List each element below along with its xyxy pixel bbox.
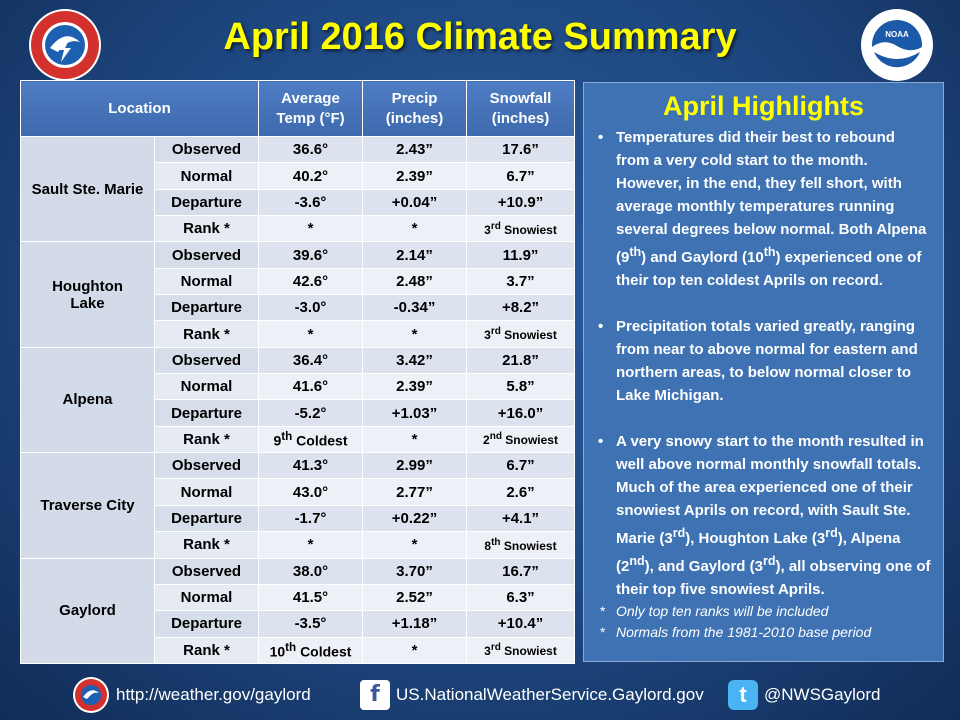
location-name: Sault Ste. Marie — [21, 137, 155, 242]
snowfall-value: 8th Snowiest — [467, 532, 575, 558]
precip-value: * — [363, 321, 467, 347]
row-label: Departure — [155, 611, 259, 637]
header-snowfall: Snowfall (inches) — [467, 81, 575, 137]
row-label: Rank * — [155, 216, 259, 242]
page-title: April 2016 Climate Summary — [223, 16, 737, 58]
precip-value: 2.39” — [363, 163, 467, 189]
precip-value: +1.03” — [363, 400, 467, 426]
temp-value: 40.2° — [259, 163, 363, 189]
precip-value: * — [363, 216, 467, 242]
twitter-icon: t — [728, 680, 758, 710]
precip-value: * — [363, 426, 467, 452]
snowfall-value: 16.7” — [467, 558, 575, 584]
facebook-icon: f — [360, 680, 390, 710]
temp-value: 43.0° — [259, 479, 363, 505]
row-label: Observed — [155, 558, 259, 584]
precip-value: 2.99” — [363, 453, 467, 479]
table-row — [21, 558, 575, 584]
location-name: Gaylord — [21, 558, 155, 664]
temp-value: -3.6° — [259, 189, 363, 215]
note-ranks: * Only top ten ranks will be included — [600, 603, 829, 619]
noaa-logo-text: NOAA — [885, 30, 909, 39]
snowfall-value: 21.8” — [467, 347, 575, 373]
precip-value: * — [363, 637, 467, 663]
temp-value: -1.7° — [259, 505, 363, 531]
snowfall-value: 11.9” — [467, 242, 575, 268]
website-link[interactable]: http://weather.gov/gaylord — [116, 685, 311, 704]
snowfall-value: +16.0” — [467, 400, 575, 426]
temp-value: 41.3° — [259, 453, 363, 479]
location-name: Alpena — [21, 347, 155, 452]
precip-value: * — [363, 532, 467, 558]
snowfall-value: +8.2” — [467, 295, 575, 321]
precip-value: 2.48” — [363, 268, 467, 294]
temp-value: 10th Coldest — [259, 637, 363, 663]
temp-value: 9th Coldest — [259, 426, 363, 452]
table-row — [21, 453, 575, 479]
temp-value: -3.0° — [259, 295, 363, 321]
table-row — [21, 242, 575, 268]
row-label: Normal — [155, 163, 259, 189]
snowfall-value: +10.4” — [467, 611, 575, 637]
precip-value: 2.52” — [363, 584, 467, 610]
snowfall-value: 5.8” — [467, 374, 575, 400]
row-label: Observed — [155, 347, 259, 373]
temp-value: * — [259, 216, 363, 242]
header-temp: Average Temp (°F) — [259, 81, 363, 137]
temp-value: 41.6° — [259, 374, 363, 400]
snowfall-value: 3rd Snowiest — [467, 216, 575, 242]
row-label: Normal — [155, 374, 259, 400]
snowfall-value: 17.6” — [467, 137, 575, 163]
row-label: Rank * — [155, 532, 259, 558]
temp-value: * — [259, 321, 363, 347]
snowfall-value: 2nd Snowiest — [467, 426, 575, 452]
precip-value: -0.34” — [363, 295, 467, 321]
snowfall-value: 6.7” — [467, 163, 575, 189]
temp-value: 38.0° — [259, 558, 363, 584]
note-normals: * Normals from the 1981-2010 base period — [600, 624, 872, 640]
table-row — [21, 347, 575, 373]
snowfall-value: 3.7” — [467, 268, 575, 294]
row-label: Observed — [155, 137, 259, 163]
precip-value: 3.70” — [363, 558, 467, 584]
highlight-temperature: • Temperatures did their best to rebound from a very cold start to the month. However, in the end, they fell short, with average monthly temperatures running several degrees below normal. Both Alpena (9th) and Gaylord (10th) experienced one of their top ten coldest Aprils on record. — [598, 129, 927, 289]
row-label: Normal — [155, 584, 259, 610]
footer-facebook[interactable] — [360, 678, 704, 712]
row-label: Rank * — [155, 637, 259, 663]
snowfall-value: 3rd Snowiest — [467, 321, 575, 347]
header-location: Location — [21, 81, 259, 137]
row-label: Departure — [155, 189, 259, 215]
nws-small-logo-icon — [72, 676, 110, 714]
table-row — [21, 137, 575, 163]
location-name: Traverse City — [21, 453, 155, 558]
highlight-snowfall: • A very snowy start to the month resulted in well above normal monthly snowfall totals. Much of the area experienced one of their snowiest Aprils on record, with Sault Ste. Marie (3rd), Houghton Lake (3rd), Alpena (2nd), and Gaylord (3rd), all observing one of their top five snowiest Aprils. — [598, 433, 931, 598]
temp-value: 36.4° — [259, 347, 363, 373]
temp-value: -3.5° — [259, 611, 363, 637]
row-label: Rank * — [155, 426, 259, 452]
highlight-precipitation: • Precipitation totals varied greatly, ranging from near to above normal for eastern and northern areas, to below normal closer to Lake Michigan. — [598, 318, 918, 404]
header-precip: Precip (inches) — [363, 81, 467, 137]
highlights-title: April Highlights — [663, 91, 864, 121]
temp-value: -5.2° — [259, 400, 363, 426]
row-label: Rank * — [155, 321, 259, 347]
precip-value: +1.18” — [363, 611, 467, 637]
table-header-row — [21, 81, 575, 137]
footer-website[interactable] — [72, 678, 311, 712]
snowfall-value: +4.1” — [467, 505, 575, 531]
row-label: Observed — [155, 453, 259, 479]
snowfall-value: 2.6” — [467, 479, 575, 505]
snowfall-value: 6.7” — [467, 453, 575, 479]
location-name: Houghton Lake — [21, 242, 155, 347]
row-label: Normal — [155, 479, 259, 505]
precip-value: 2.43” — [363, 137, 467, 163]
snowfall-value: 3rd Snowiest — [467, 637, 575, 663]
precip-value: +0.04” — [363, 189, 467, 215]
row-label: Departure — [155, 400, 259, 426]
facebook-link[interactable]: US.NationalWeatherService.Gaylord.gov — [396, 685, 704, 704]
temp-value: 41.5° — [259, 584, 363, 610]
row-label: Departure — [155, 505, 259, 531]
climate-table — [20, 80, 575, 664]
precip-value: 3.42” — [363, 347, 467, 373]
temp-value: 42.6° — [259, 268, 363, 294]
temp-value: 36.6° — [259, 137, 363, 163]
snowfall-value: 6.3” — [467, 584, 575, 610]
row-label: Observed — [155, 242, 259, 268]
row-label: Departure — [155, 295, 259, 321]
twitter-link[interactable]: @NWSGaylord — [764, 685, 881, 704]
row-label: Normal — [155, 268, 259, 294]
snowfall-value: +10.9” — [467, 189, 575, 215]
precip-value: 2.14” — [363, 242, 467, 268]
footer-twitter[interactable] — [728, 678, 880, 712]
precip-value: +0.22” — [363, 505, 467, 531]
highlights-panel — [583, 82, 944, 662]
precip-value: 2.77” — [363, 479, 467, 505]
temp-value: 39.6° — [259, 242, 363, 268]
precip-value: 2.39” — [363, 374, 467, 400]
temp-value: * — [259, 532, 363, 558]
